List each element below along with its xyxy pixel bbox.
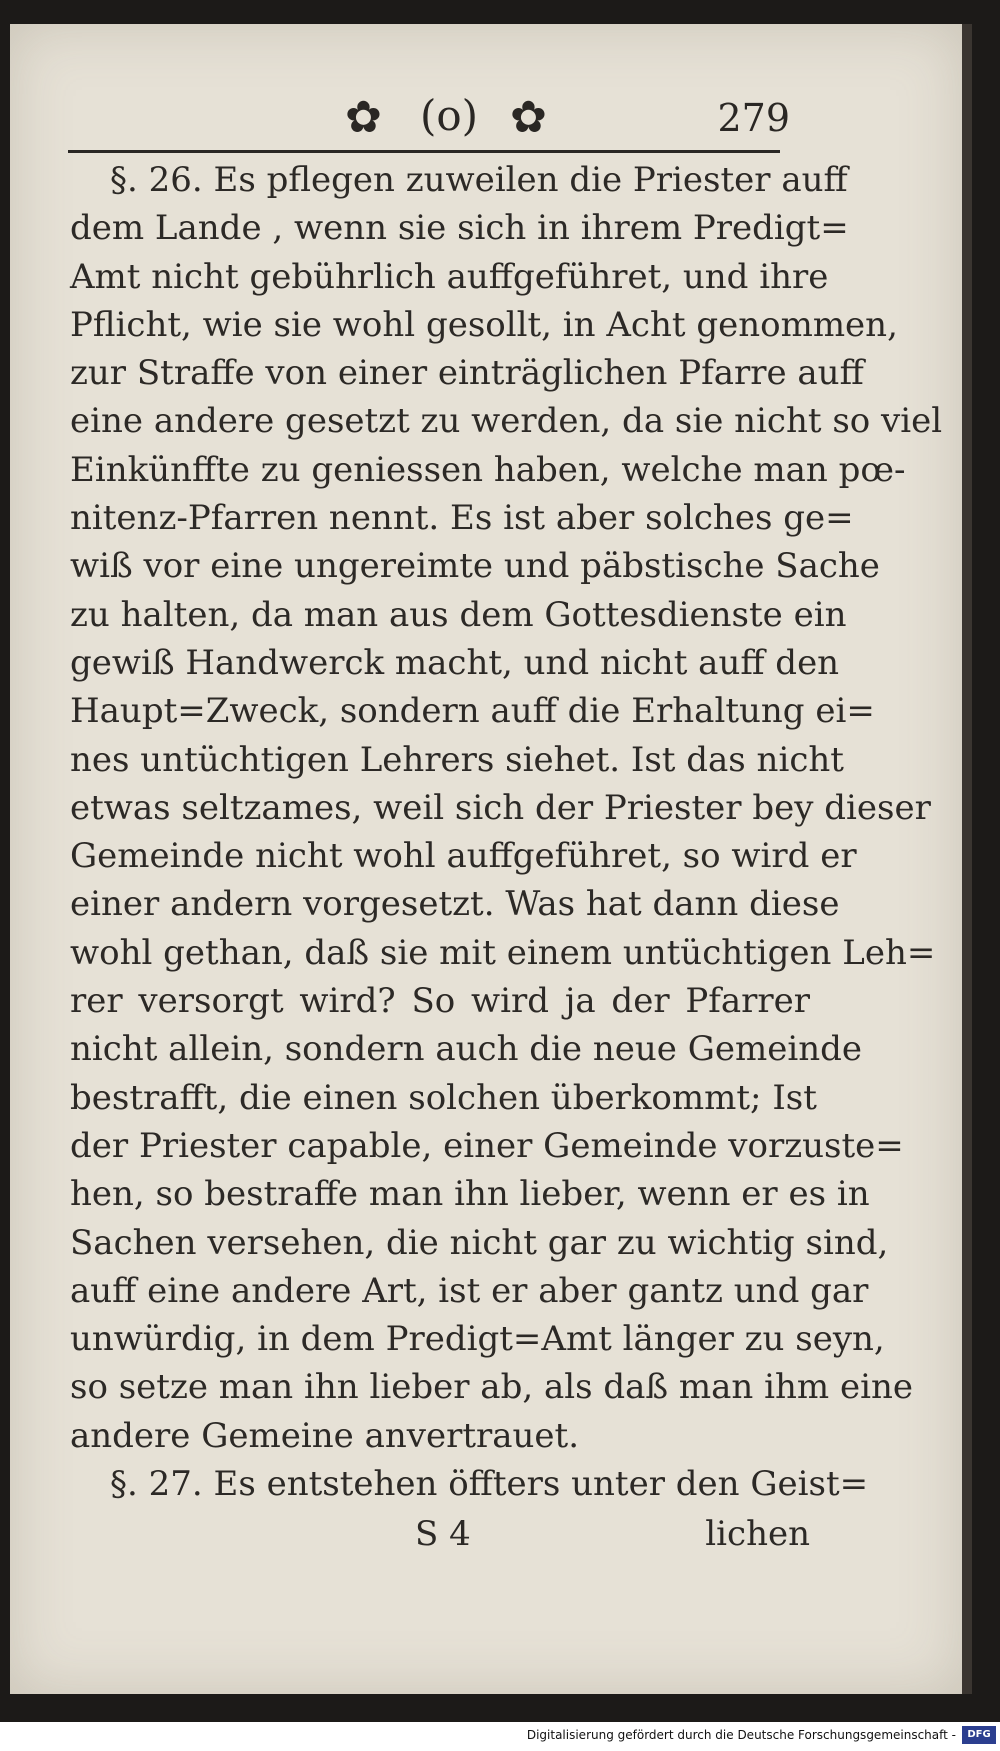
body-text <box>70 156 943 1508</box>
text-line: etwas seltzames, weil sich der Priester bey dieser <box>70 787 931 828</box>
text-line: wohl gethan, daß sie mit einem untüchtigen Leh= <box>70 932 936 973</box>
text-line: bestrafft, die einen solchen überkommt; Ist <box>70 1077 817 1118</box>
text-line: Amt nicht gebührlich auffgeführet, und ihre <box>70 256 829 297</box>
text-line: auff eine andere Art, ist er aber gantz und gar <box>70 1270 869 1311</box>
text-line: Sachen versehen, die nicht gar zu wichtig sind, <box>70 1222 889 1263</box>
printer-signature: S 4 <box>415 1514 471 1554</box>
text-line: nitenz-Pfarren nennt. Es ist aber solches ge= <box>70 498 854 539</box>
text-line: Pflicht, wie sie wohl gesollt, in Acht genommen, <box>70 304 898 345</box>
text-line: zu halten, da man aus dem Gottesdienste ein <box>70 594 847 635</box>
credit-text: Digitalisierung gefördert durch die Deutsche Forschungsgemeinschaft - <box>526 1728 956 1742</box>
text-line: unwürdig, in dem Predigt=Amt länger zu seyn, <box>70 1319 885 1360</box>
text-line: einer andern vorgesetzt. Was hat dann diese <box>70 884 840 925</box>
text-line: nes untüchtigen Lehrers siehet. Ist das nicht <box>70 739 844 780</box>
text-line: nicht allein, sondern auch die neue Gemeinde <box>70 1029 862 1070</box>
text-line: so setze man ihn lieber ab, als daß man ihm eine <box>70 1367 913 1408</box>
text-line: eine andere gesetzt zu werden, da sie nicht so viel <box>70 401 943 442</box>
text-line: der Priester capable, einer Gemeinde vorzuste= <box>70 1125 904 1166</box>
catchword: lichen <box>705 1514 810 1554</box>
ornament-left-icon: ✿ <box>345 92 382 143</box>
text-line: gewiß Handwerck macht, und nicht auff den <box>70 642 840 683</box>
header-rule <box>68 150 780 153</box>
text-line: rer versorgt wird? So wird ja der Pfarrer <box>70 981 810 1022</box>
text-line: Einkünffte zu geniessen haben, welche man pœ- <box>70 449 906 490</box>
page-edge <box>962 24 972 1694</box>
page-number: 279 <box>717 96 790 140</box>
signature-mark: (o) <box>420 91 479 140</box>
page-header <box>60 90 790 150</box>
text-line: wiß vor eine ungereimte und päbstische Sache <box>70 546 880 587</box>
text-line: hen, so bestraffe man ihn lieber, wenn er es in <box>70 1174 870 1215</box>
ornament-right-icon: ✿ <box>510 92 547 143</box>
text-line: zur Straffe von einer einträglichen Pfarre auff <box>70 353 864 394</box>
text-line: Haupt=Zweck, sondern auff die Erhaltung ei= <box>70 691 875 732</box>
page-footer <box>70 1510 810 1570</box>
text-line: andere Gemeine anvertrauet. <box>70 1415 580 1456</box>
credit-bar <box>0 1722 1000 1751</box>
text-line: §. 27. Es entstehen öffters unter den Geist= <box>110 1464 869 1505</box>
dfg-logo: DFG <box>962 1726 996 1744</box>
text-line: §. 26. Es pflegen zuweilen die Priester auff <box>110 160 848 200</box>
text-line: dem Lande , wenn sie sich in ihrem Predigt= <box>70 208 849 249</box>
text-line: Gemeinde nicht wohl auffgeführet, so wird er <box>70 836 857 877</box>
